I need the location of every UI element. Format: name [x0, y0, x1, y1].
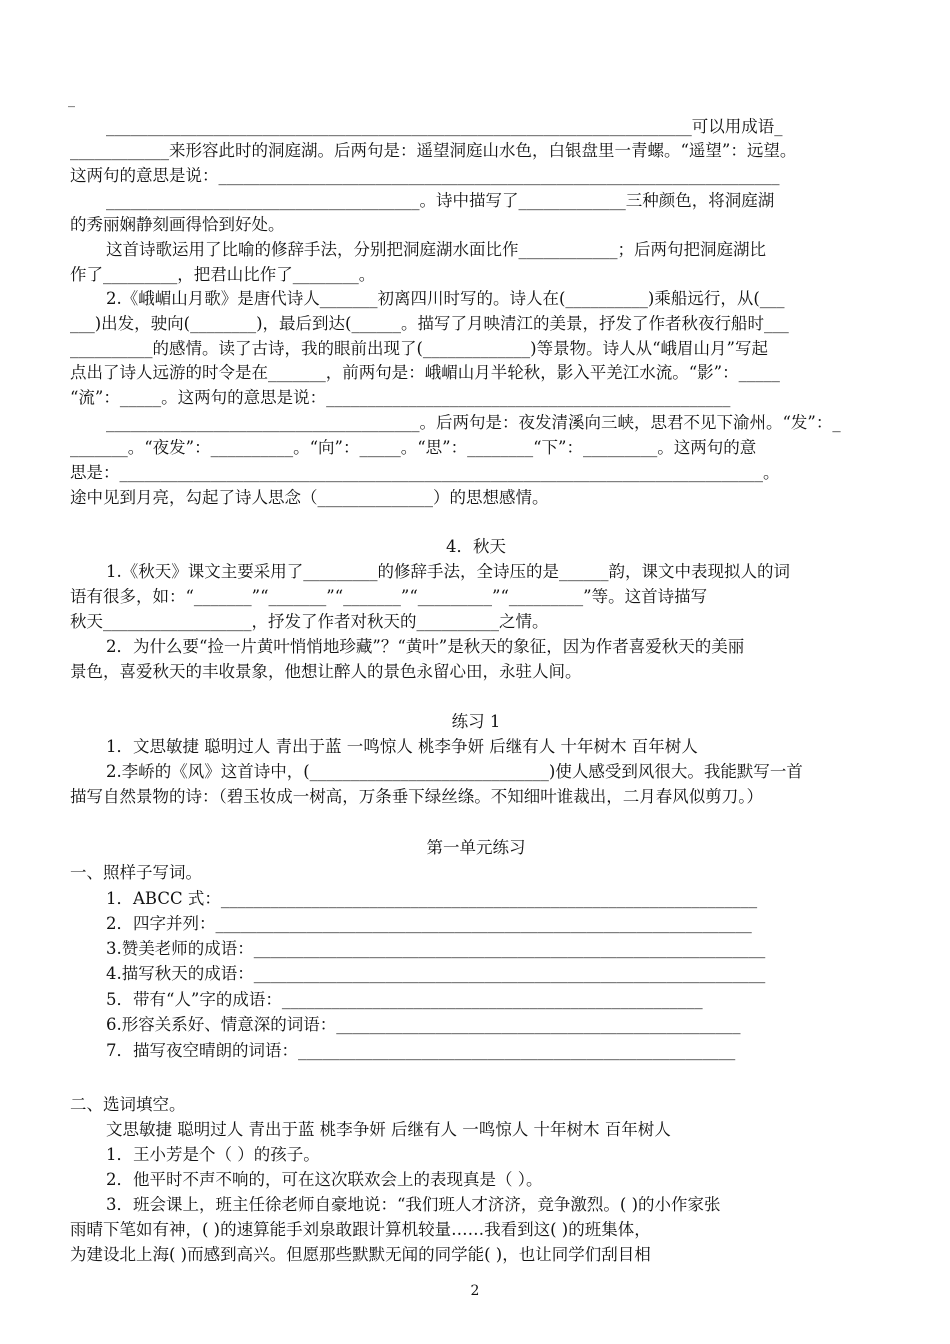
text-line: 描写自然景物的诗：（碧玉妆成一树高，万条垂下绿丝绦。不知细叶谁裁出，二月春风似剪刀。） [70, 787, 763, 806]
text-line: ______________________________________。诗中描写了_____________三种颜色，将洞庭湖 [106, 191, 775, 210]
exercise-item: 3．班会课上，班主任徐老师自豪地说：“我们班人才济济，竞争激烈。( )的小作家张 [106, 1195, 721, 1214]
text-line: 思是：______________________________________________________________________________。 [70, 463, 780, 482]
text-line: 1．文思敏捷 聪明过人 青出于蓝 一鸣惊人 桃李争妍 后继有人 十年树木 百年树人 [106, 737, 698, 756]
text-line: 这首诗歌运用了比喻的修辞手法，分别把洞庭湖水面比作____________；后两句把洞庭湖比 [106, 240, 766, 259]
text-line: ______________________________________。后两句是：夜发清溪向三峡，思君不见下渝州。“发”：_ [106, 413, 841, 432]
text-line: 语有很多，如：“_______”“_______”“_______”“_________”“_________”等。这首诗描写 [70, 587, 708, 606]
text-line: 秋天__________________，抒发了作者对秋天的__________之情。 [70, 612, 549, 631]
text-line: 点出了诗人远游的时令是在_______，前两句是：峨嵋山月半轮秋，影入平羌江水流。“影”：_____ [70, 363, 780, 382]
text-line: ___)出发，驶向(________)，最后到达(______。描写了月映清江的美景，抒发了作者秋夜行船时___ [70, 314, 789, 333]
exercise-item: 为建设北上海( )而感到高兴。但愿那些默默无闻的同学能( )，也让同学们刮目相 [70, 1245, 651, 1264]
text-line: 作了_________，把君山比作了________。 [70, 265, 376, 284]
exercise-item: 7．描写夜空晴朗的词语：_____________________________________________________ [106, 1041, 736, 1060]
text-line: _______________________________________________________________________可以用成语_ [106, 117, 783, 136]
exercise-item: 2．他平时不声不响的，可在这次联欢会上的表现真是（ ）。 [106, 1170, 543, 1189]
text-line: __________的感情。读了古诗，我的眼前出现了(_____________)等景物。诗人从“峨眉山月”写起 [70, 339, 768, 358]
text-line: 2.李峤的《风》这首诗中，(_____________________________)使人感受到风很大。我能默写一首 [106, 762, 803, 781]
section-title: 第一单元练习 [426, 838, 526, 857]
text-line: 途中见到月亮，勾起了诗人思念（______________）的思想感情。 [70, 488, 549, 507]
dash-mark: _ [68, 92, 75, 108]
text-line: “流”：_____。这两句的意思是说：_________________________________________________ [70, 388, 731, 407]
text-line: ____________来形容此时的洞庭湖。后两句是：遥望洞庭山水色，白银盘里一青螺。“遥望”：远望。 [70, 141, 797, 160]
exercise-item: 5．带有“人”字的成语：___________________________________________________ [106, 990, 703, 1009]
text-line: _______。“夜发”：__________。“向”：_____。“思”：________“下”：_________。这两句的意 [70, 438, 757, 457]
exercise-item: 6.形容关系好、情意深的词语：_________________________________________________ [106, 1015, 741, 1034]
text-line: 1.《秋天》课文主要采用了_________的修辞手法，全诗压的是______韵，课文中表现拟人的词 [106, 562, 790, 581]
exercise-item: 雨晴下笔如有神，( )的速算能手刘泉敢跟计算机较量……我看到这( )的班集体， [70, 1220, 651, 1239]
exercise-item: 3.赞美老师的成语：______________________________________________________________ [106, 939, 766, 958]
text-line: 景色，喜爱秋天的丰收景象，他想让醉人的景色永留心田，永驻人间。 [70, 662, 582, 681]
text-line: 2．为什么要“捡一片黄叶悄悄地珍藏”？“黄叶”是秋天的象征，因为作者喜爱秋天的美丽 [106, 637, 745, 656]
page-number: 2 [470, 1283, 480, 1299]
word-bank: 文思敏捷 聪明过人 青出于蓝 桃李争妍 后继有人 一鸣惊人 十年树木 百年树人 [106, 1120, 671, 1139]
exercise-item: 1．王小芳是个（ ）的孩子。 [106, 1145, 320, 1164]
exercise-item: 1．ABCC 式：_________________________________________________________________ [106, 889, 758, 908]
exercise-item: 4.描写秋天的成语：______________________________________________________________ [106, 964, 766, 983]
text-line: 这两句的意思是说：____________________________________________________________________ [70, 166, 780, 185]
section-title: 4．秋天 [446, 537, 506, 556]
exercise-item: 2．四字并列：_________________________________________________________________ [106, 914, 752, 933]
text-line: 的秀丽娴静刻画得恰到好处。 [70, 215, 285, 234]
part-heading: 二、选词填空。 [70, 1095, 186, 1114]
section-title: 练习 1 [451, 712, 501, 731]
text-line: 2.《峨嵋山月歌》是唐代诗人_______初离四川时写的。诗人在(__________)乘船远行，从(___ [106, 289, 785, 308]
part-heading: 一、照样子写词。 [70, 863, 202, 882]
